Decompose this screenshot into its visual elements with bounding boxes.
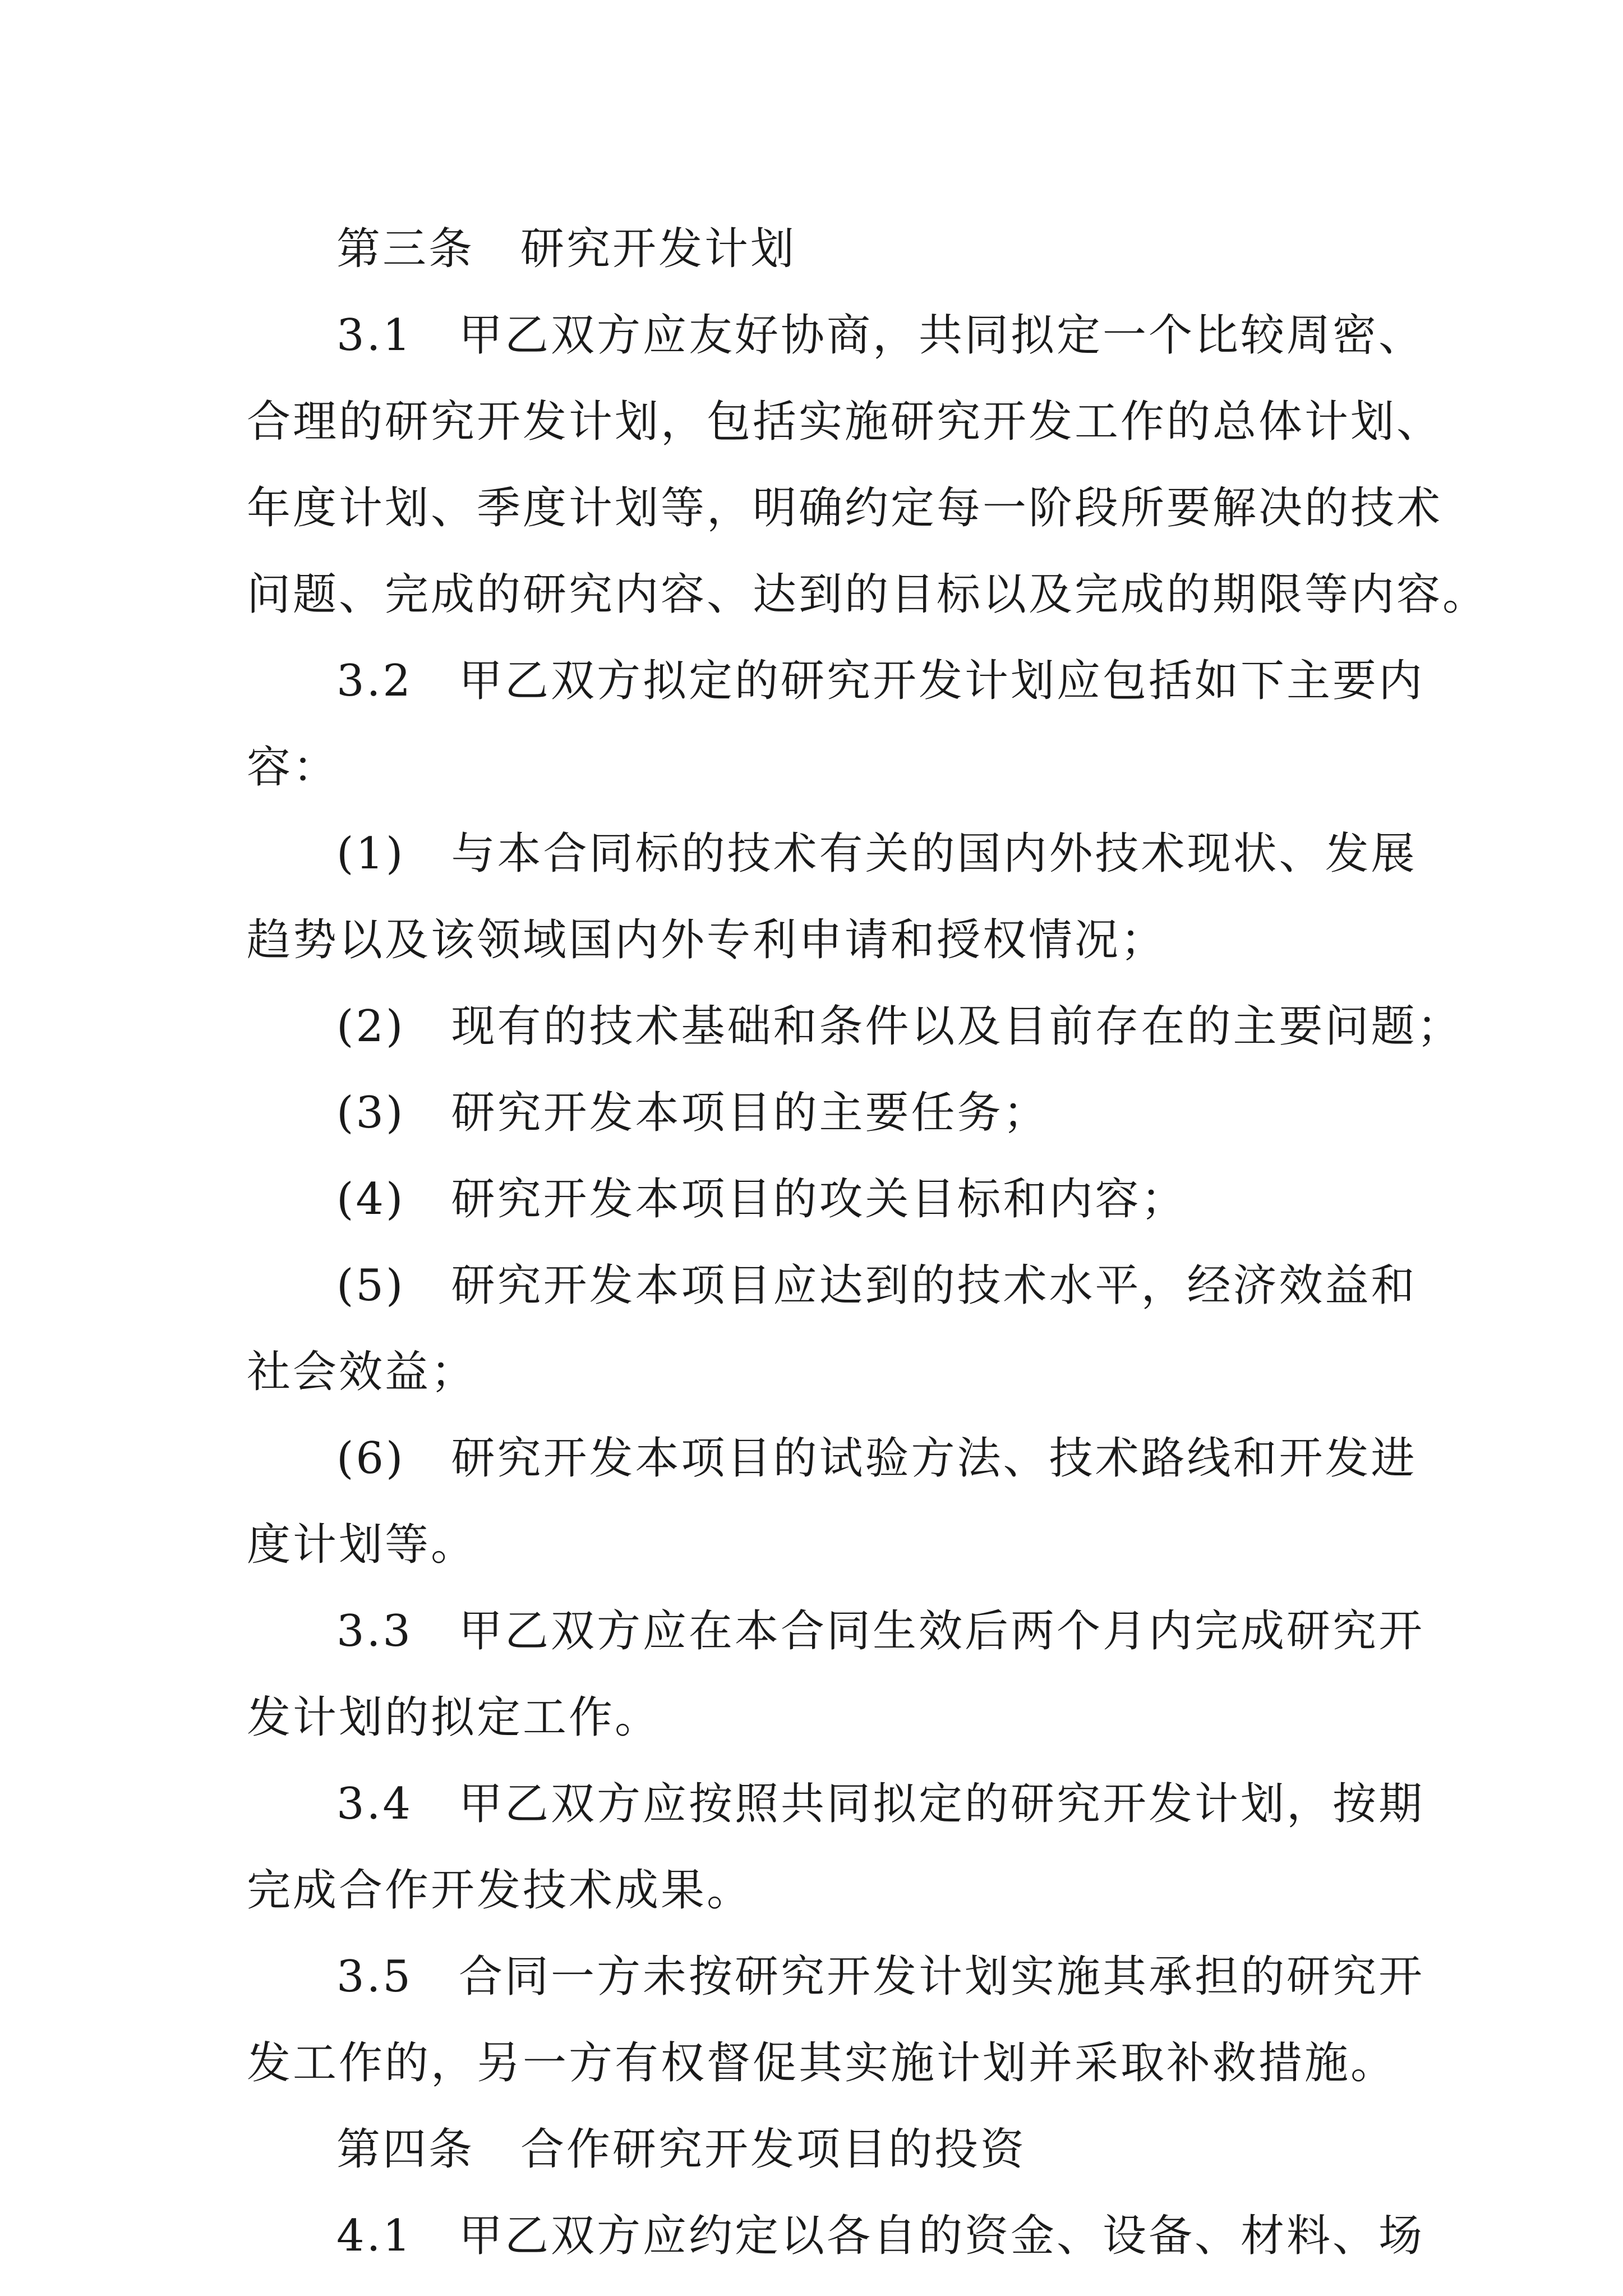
paragraph-line: 3.3 甲乙双方应在本合同生效后两个月内完成研究开: [336, 1606, 1425, 1657]
paragraph-line: 3.1 甲乙双方应友好协商，共同拟定一个比较周密、: [336, 310, 1425, 361]
section-heading-article-4: 第四条 合作研究开发项目的投资: [336, 2124, 1027, 2175]
list-item-line: (6) 研究开发本项目的试验方法、技术路线和开发进: [336, 1433, 1417, 1484]
document-body: [247, 206, 1489, 2279]
list-item-line: (4) 研究开发本项目的攻关目标和内容；: [336, 1174, 1187, 1225]
paragraph-line: 发计划的拟定工作。: [247, 1692, 661, 1743]
paragraph-line: 年度计划、季度计划等，明确约定每一阶段所要解决的技术: [247, 483, 1443, 533]
paragraph-line: 3.4 甲乙双方应按照共同拟定的研究开发计划，按期: [336, 1779, 1425, 1829]
list-item-line: 度计划等。: [247, 1520, 477, 1570]
paragraph-line: 发工作的，另一方有权督促其实施计划并采取补救措施。: [247, 2038, 1397, 2088]
paragraph-line: 3.2 甲乙双方拟定的研究开发计划应包括如下主要内: [336, 656, 1425, 706]
section-heading-article-3: 第三条 研究开发计划: [336, 224, 797, 274]
paragraph-line: 合理的研究开发计划，包括实施研究开发工作的总体计划、: [247, 397, 1443, 447]
paragraph-line: 4.1 甲乙双方应约定以各自的资金、设备、材料、场: [336, 2211, 1425, 2261]
list-item-line: (1) 与本合同标的技术有关的国内外技术现状、发展: [336, 829, 1417, 879]
paragraph-line: 问题、完成的研究内容、达到的目标以及完成的期限等内容。: [247, 569, 1489, 620]
paragraph-line: 3.5 合同一方未按研究开发计划实施其承担的研究开: [336, 1952, 1425, 2002]
paragraph-line: 完成合作开发技术成果。: [247, 1865, 753, 1916]
list-item-line: 趋势以及该领域国内外专利申请和授权情况；: [247, 915, 1167, 965]
list-item-line: (2) 现有的技术基础和条件以及目前存在的主要问题；: [336, 1001, 1463, 1052]
list-item-line: (3) 研究开发本项目的主要任务；: [336, 1088, 1049, 1138]
paragraph-line: 容：: [247, 742, 339, 793]
list-item-line: (5) 研究开发本项目应达到的技术水平，经济效益和: [336, 1260, 1417, 1311]
list-item-line: 社会效益；: [247, 1347, 477, 1397]
